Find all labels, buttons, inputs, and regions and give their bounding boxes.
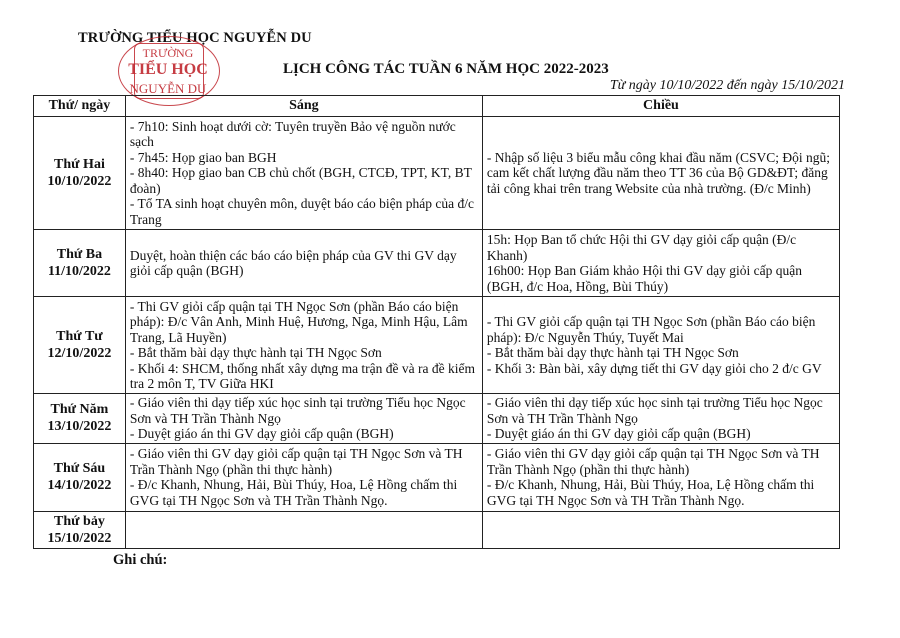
morning-activity: - Thi GV giỏi cấp quận tại TH Ngọc Sơn (phần Báo cáo biện pháp): Đ/c Vân Anh, Minh Huệ, Hương, Nga, Minh Hậu, Lâm Trang, Lã Huyền) bbox=[129, 298, 468, 345]
morning-activity: - Khối 4: SHCM, thống nhất xây dựng ma trận đề và ra đề kiểm tra 2 môn T, TV Giữa HKI bbox=[129, 360, 476, 391]
afternoon-cell bbox=[482, 443, 839, 511]
day-date: 14/10/2022 bbox=[47, 478, 112, 493]
afternoon-cell bbox=[482, 297, 839, 394]
morning-activity: - Đ/c Khanh, Nhung, Hải, Bùi Thúy, Hoa, Lệ Hồng chấm thi GVG tại TH Ngọc Sơn và TH Trần Thành Ngọ. bbox=[129, 477, 458, 508]
table-row bbox=[34, 297, 840, 394]
day-cell bbox=[34, 511, 126, 548]
morning-activity: Duyệt, hoàn thiện các báo cáo biện pháp của GV thi GV dạy giỏi cấp quận (BGH) bbox=[129, 247, 457, 278]
day-cell bbox=[34, 443, 126, 511]
morning-activity: - Duyệt giáo án thi GV dạy giỏi cấp quận (BGH) bbox=[129, 426, 394, 441]
day-cell bbox=[34, 230, 126, 297]
afternoon-activity: - Đ/c Khanh, Nhung, Hải, Bùi Thúy, Hoa, Lệ Hồng chấm thi GVG tại TH Ngọc Sơn và TH Trần Thành Ngọ. bbox=[486, 477, 815, 508]
header-afternoon: Chiều bbox=[482, 96, 839, 117]
header-morning: Sáng bbox=[125, 96, 482, 117]
morning-cell bbox=[125, 117, 482, 230]
afternoon-activity: 16h00: Họp Ban Giám khảo Hội thi GV dạy giỏi cấp quận (BGH, đ/c Hoa, Hồng, Bùi Thúy) bbox=[486, 263, 802, 294]
morning-activity: - Bắt thăm bài dạy thực hành tại TH Ngọc Sơn bbox=[129, 345, 382, 360]
morning-cell bbox=[125, 394, 482, 444]
morning-activity: - Tổ TA sinh hoạt chuyên môn, duyệt báo cáo biện pháp của đ/c Trang bbox=[129, 196, 474, 227]
day-date: 12/10/2022 bbox=[47, 346, 112, 361]
afternoon-cell bbox=[482, 117, 839, 230]
morning-activity: - Giáo viên thi GV dạy giỏi cấp quận tại TH Ngọc Sơn và TH Trần Thành Ngọ (phần thi thực hành) bbox=[129, 446, 463, 477]
day-name: Thứ Ba bbox=[56, 247, 103, 262]
afternoon-activity: - Giáo viên thi GV dạy giỏi cấp quận tại TH Ngọc Sơn và TH Trần Thành Ngọ (phần thi thực hành) bbox=[486, 446, 820, 477]
day-date: 13/10/2022 bbox=[47, 419, 112, 435]
weekly-schedule-table bbox=[33, 95, 840, 549]
afternoon-activity: - Duyệt giáo án thi GV dạy giỏi cấp quận (BGH) bbox=[486, 426, 751, 441]
afternoon-activity: - Giáo viên thi dạy tiếp xúc học sinh tại trường Tiểu học Ngọc Sơn và TH Trần Thành Ngọ bbox=[486, 395, 823, 426]
day-name: Thứ Hai bbox=[54, 157, 105, 172]
table-row bbox=[34, 394, 840, 444]
afternoon-activity: - Bắt thăm bài dạy thực hành tại TH Ngọc Sơn bbox=[486, 345, 739, 360]
afternoon-cell bbox=[482, 230, 839, 297]
morning-cell bbox=[125, 443, 482, 511]
morning-cell bbox=[125, 511, 482, 548]
table-row bbox=[34, 117, 840, 230]
stamp-text-line-2: TIỂU HỌC bbox=[128, 61, 208, 78]
day-date: 10/10/2022 bbox=[47, 174, 112, 189]
morning-activity: - 7h45: Họp giao ban BGH bbox=[129, 149, 277, 165]
afternoon-activity: - Nhập số liệu 3 biểu mẫu công khai đầu năm (CSVC; Đội ngũ; cam kết chất lượng đầu năm theo TT 36 của Bộ GD&ĐT; đăng tải công khai trên trang Website của nhà trường. (Đ/c Minh) bbox=[486, 149, 830, 196]
morning-activity: - 7h10: Sinh hoạt dưới cờ: Tuyên truyền Bảo vệ nguồn nước sạch bbox=[129, 118, 456, 150]
document-title: LỊCH CÔNG TÁC TUẦN 6 NĂM HỌC 2022-2023 bbox=[283, 61, 609, 77]
day-date: 15/10/2022 bbox=[47, 530, 112, 546]
day-date: 11/10/2022 bbox=[47, 264, 111, 279]
date-range: Từ ngày 10/10/2022 đến ngày 15/10/2021 bbox=[609, 78, 845, 93]
day-cell bbox=[34, 394, 126, 444]
afternoon-cell bbox=[482, 394, 839, 444]
morning-cell bbox=[125, 297, 482, 394]
day-cell bbox=[34, 117, 126, 230]
table-row bbox=[34, 511, 840, 548]
day-name: Thứ Tư bbox=[56, 329, 103, 344]
notes-label: Ghi chú: bbox=[113, 552, 168, 568]
morning-activity: - 8h40: Họp giao ban CB chủ chốt (BGH, CTCĐ, TPT, KT, BT đoàn) bbox=[129, 165, 472, 196]
table-header-row bbox=[34, 96, 840, 117]
morning-cell bbox=[125, 230, 482, 297]
afternoon-activity: - Khối 3: Bàn bài, xây dựng tiết thi GV dạy giỏi cho 2 đ/c GV bbox=[486, 360, 822, 376]
school-name: TRƯỜNG TIỂU HỌC NGUYỄN DU bbox=[78, 30, 312, 46]
table-row bbox=[34, 443, 840, 511]
day-name: Thứ bảy bbox=[54, 513, 105, 529]
day-cell bbox=[34, 297, 126, 394]
morning-activity: - Giáo viên thi dạy tiếp xúc học sinh tại trường Tiểu học Ngọc Sơn và TH Trần Thành Ngọ bbox=[129, 395, 466, 426]
table-row bbox=[34, 230, 840, 297]
header-day: Thứ/ ngày bbox=[34, 96, 126, 117]
stamp-text-line-1: TRƯỜNG bbox=[142, 46, 194, 60]
day-name: Thứ Sáu bbox=[53, 461, 106, 476]
afternoon-activity: 15h: Họp Ban tổ chức Hội thi GV dạy giỏi cấp quận (Đ/c Khanh) bbox=[486, 232, 797, 263]
stamp-text-line-3: NGUYỄN DU bbox=[129, 81, 207, 96]
afternoon-activity: - Thi GV giỏi cấp quận tại TH Ngọc Sơn (phần Báo cáo biện pháp): Đ/c Nguyễn Thúy, Tuyết Mai bbox=[486, 314, 816, 345]
day-name: Thứ Năm bbox=[50, 402, 109, 418]
afternoon-cell bbox=[482, 511, 839, 548]
